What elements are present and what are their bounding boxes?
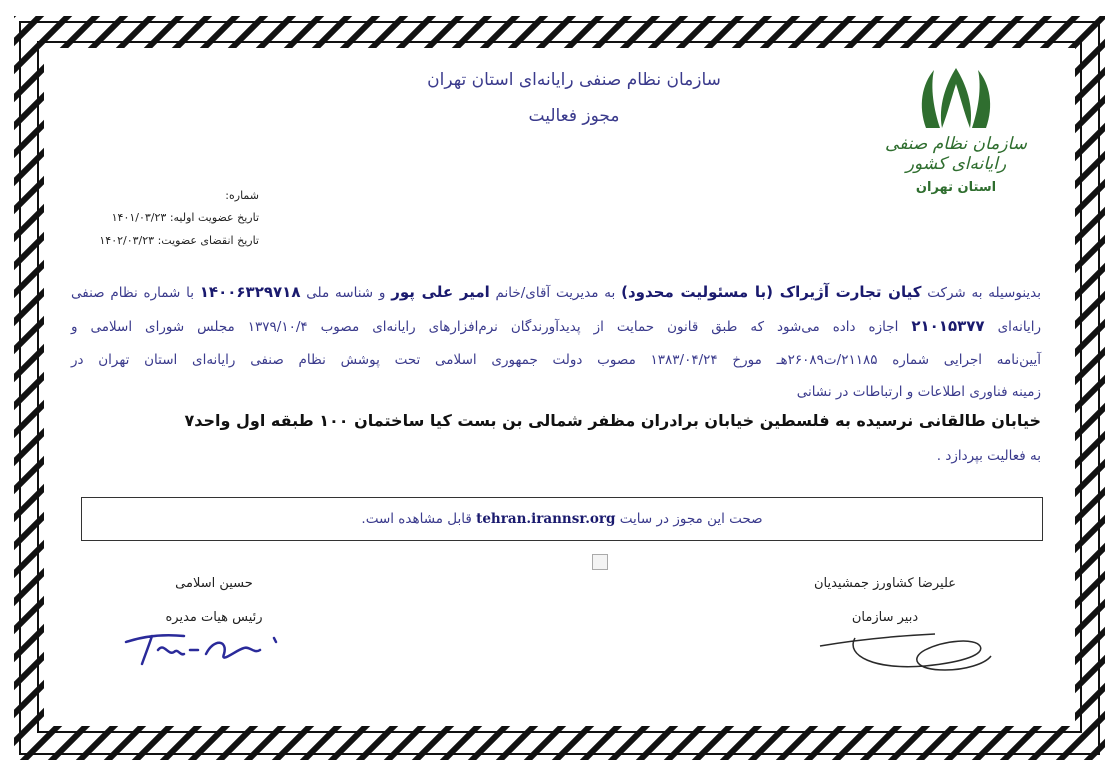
manager-name: امیر علی پور — [391, 283, 490, 301]
verification-note — [81, 497, 1043, 541]
secretary-name: علیرضا کشاورز جمشیدیان — [813, 576, 957, 591]
org-logo — [881, 66, 1031, 195]
body-text: به مدیریت آقای/خانم — [495, 285, 616, 301]
permit-number-label: شماره: — [225, 189, 259, 202]
body-line-3: آیین‌نامه اجرایی شماره ۲۱۱۸۵/ت۲۶۰۸۹هـ مورخ ۱۳۸۳/۰۴/۲۴ مصوب دولت جمهوری اسلامی تحت پوشش نظام صنفی رایانه‌ای استان تهران در — [71, 352, 1041, 368]
leaf-emblem-icon — [916, 66, 996, 130]
body-text: با شماره نظام صنفی — [71, 285, 194, 301]
chairman-title: رئیس هیات مدیره — [165, 610, 263, 625]
body-line-2 — [71, 314, 1041, 339]
body-line-6: به فعالیت بپردازد . — [936, 448, 1041, 464]
logo-province: استان تهران — [915, 180, 997, 195]
membership-end-label: تاریخ انقضای عضویت: — [157, 234, 259, 247]
membership-start-value: ۱۴۰۱/۰۳/۲۳ — [111, 211, 167, 224]
guild-number: ۲۱۰۱۵۳۷۷ — [911, 317, 985, 335]
company-name: کیان تجارت آژیراک (با مسئولیت محدود) — [621, 283, 922, 301]
chairman-signature — [124, 630, 294, 670]
permit-number — [84, 189, 259, 202]
body-line-1 — [71, 280, 1041, 305]
permit-title: مجوز فعالیت — [528, 106, 620, 126]
chairman-name: حسین اسلامی — [175, 576, 253, 591]
body-text: بدینوسیله به شرکت — [927, 285, 1042, 301]
verify-site-link[interactable]: tehran.irannsr.org — [476, 511, 616, 527]
membership-end — [84, 234, 259, 247]
org-title: سازمان نظام صنفی رایانه‌ای استان تهران — [427, 70, 721, 90]
broken-image-icon — [592, 554, 608, 570]
verify-text: قابل مشاهده است. — [361, 511, 472, 527]
secretary-signature — [815, 626, 995, 676]
body-text: اجازه داده می‌شود که طبق قانون حمایت از پدیدآورندگان نرم‌افزارهای رایانه‌ای مصوب ۱۳۷۹/۱۰/۴ مجلس شورای اسلامی و — [71, 319, 899, 335]
body-line-4: زمینه فناوری اطلاعات و ارتباطات در نشانی — [796, 384, 1041, 400]
body-text: و شناسه ملی — [306, 285, 386, 301]
membership-start — [84, 211, 259, 224]
membership-end-value: ۱۴۰۲/۰۳/۲۳ — [99, 234, 155, 247]
secretary-title: دبیر سازمان — [851, 610, 919, 625]
business-address: خیابان طالقانی نرسیده به فلسطین خیابان برادران مظفر شمالی بن بست کیا ساختمان ۱۰۰ طبقه اول واحد۷ — [184, 411, 1041, 430]
body-text: رایانه‌ای — [997, 319, 1042, 335]
logo-script-text: سازمان نظام صنفی رایانه‌ای کشور — [885, 134, 1027, 174]
national-id: ۱۴۰۰۶۳۲۹۷۱۸ — [199, 283, 301, 301]
verify-text: صحت این مجوز در سایت — [619, 511, 763, 527]
certificate-body — [44, 48, 1075, 726]
membership-start-label: تاریخ عضویت اولیه: — [169, 211, 259, 224]
